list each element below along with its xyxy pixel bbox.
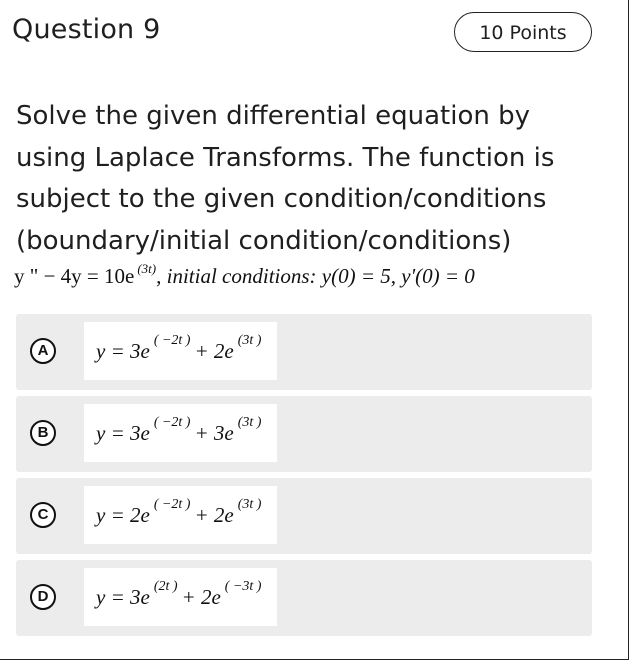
option-b-formula[interactable] [84, 404, 277, 462]
exponent-1: ( −2t ) [153, 497, 191, 512]
equation-lhs: y " − 4y = 10e [14, 264, 135, 288]
option-c[interactable] [16, 478, 592, 554]
option-c-formula[interactable] [84, 486, 277, 544]
option-a[interactable] [16, 314, 592, 390]
exponent-1: ( −2t ) [153, 333, 191, 348]
equation-exponent: (3t) [137, 261, 157, 276]
points-badge: 10 Points [454, 12, 592, 52]
exponent-2: (3t ) [237, 415, 262, 430]
option-a-formula[interactable] [84, 322, 277, 380]
option-c-letter[interactable]: C [30, 502, 56, 528]
exponent-2: (3t ) [237, 333, 262, 348]
answer-options [16, 314, 592, 642]
term-2: + 2e [194, 338, 234, 363]
term-2: + 2e [181, 584, 221, 609]
option-d-formula[interactable] [84, 568, 277, 626]
exponent-2: ( −3t ) [224, 579, 262, 594]
term-2: + 3e [194, 420, 234, 445]
equation-conditions: , initial conditions: y(0) = 5, y'(0) = 0 [156, 264, 475, 288]
option-a-letter[interactable]: A [30, 338, 56, 364]
question-title: Question 9 [12, 14, 161, 45]
term-1: y = 3e [96, 338, 150, 363]
term-1: y = 3e [96, 420, 150, 445]
exponent-1: (2t ) [153, 579, 178, 594]
option-d-letter[interactable]: D [30, 584, 56, 610]
option-d[interactable] [16, 560, 592, 636]
exponent-2: (3t ) [237, 497, 262, 512]
option-b-letter[interactable]: B [30, 420, 56, 446]
term-1: y = 3e [96, 584, 150, 609]
question-header [12, 12, 592, 52]
option-b[interactable] [16, 396, 592, 472]
equation [14, 261, 475, 289]
question-prompt: Solve the given differential equation by using Laplace Transforms. The function is subject to the given condition/conditions (boundary/initial condition/conditions) [16, 101, 555, 256]
term-2: + 2e [194, 502, 234, 527]
exponent-1: ( −2t ) [153, 415, 191, 430]
term-1: y = 2e [96, 502, 150, 527]
